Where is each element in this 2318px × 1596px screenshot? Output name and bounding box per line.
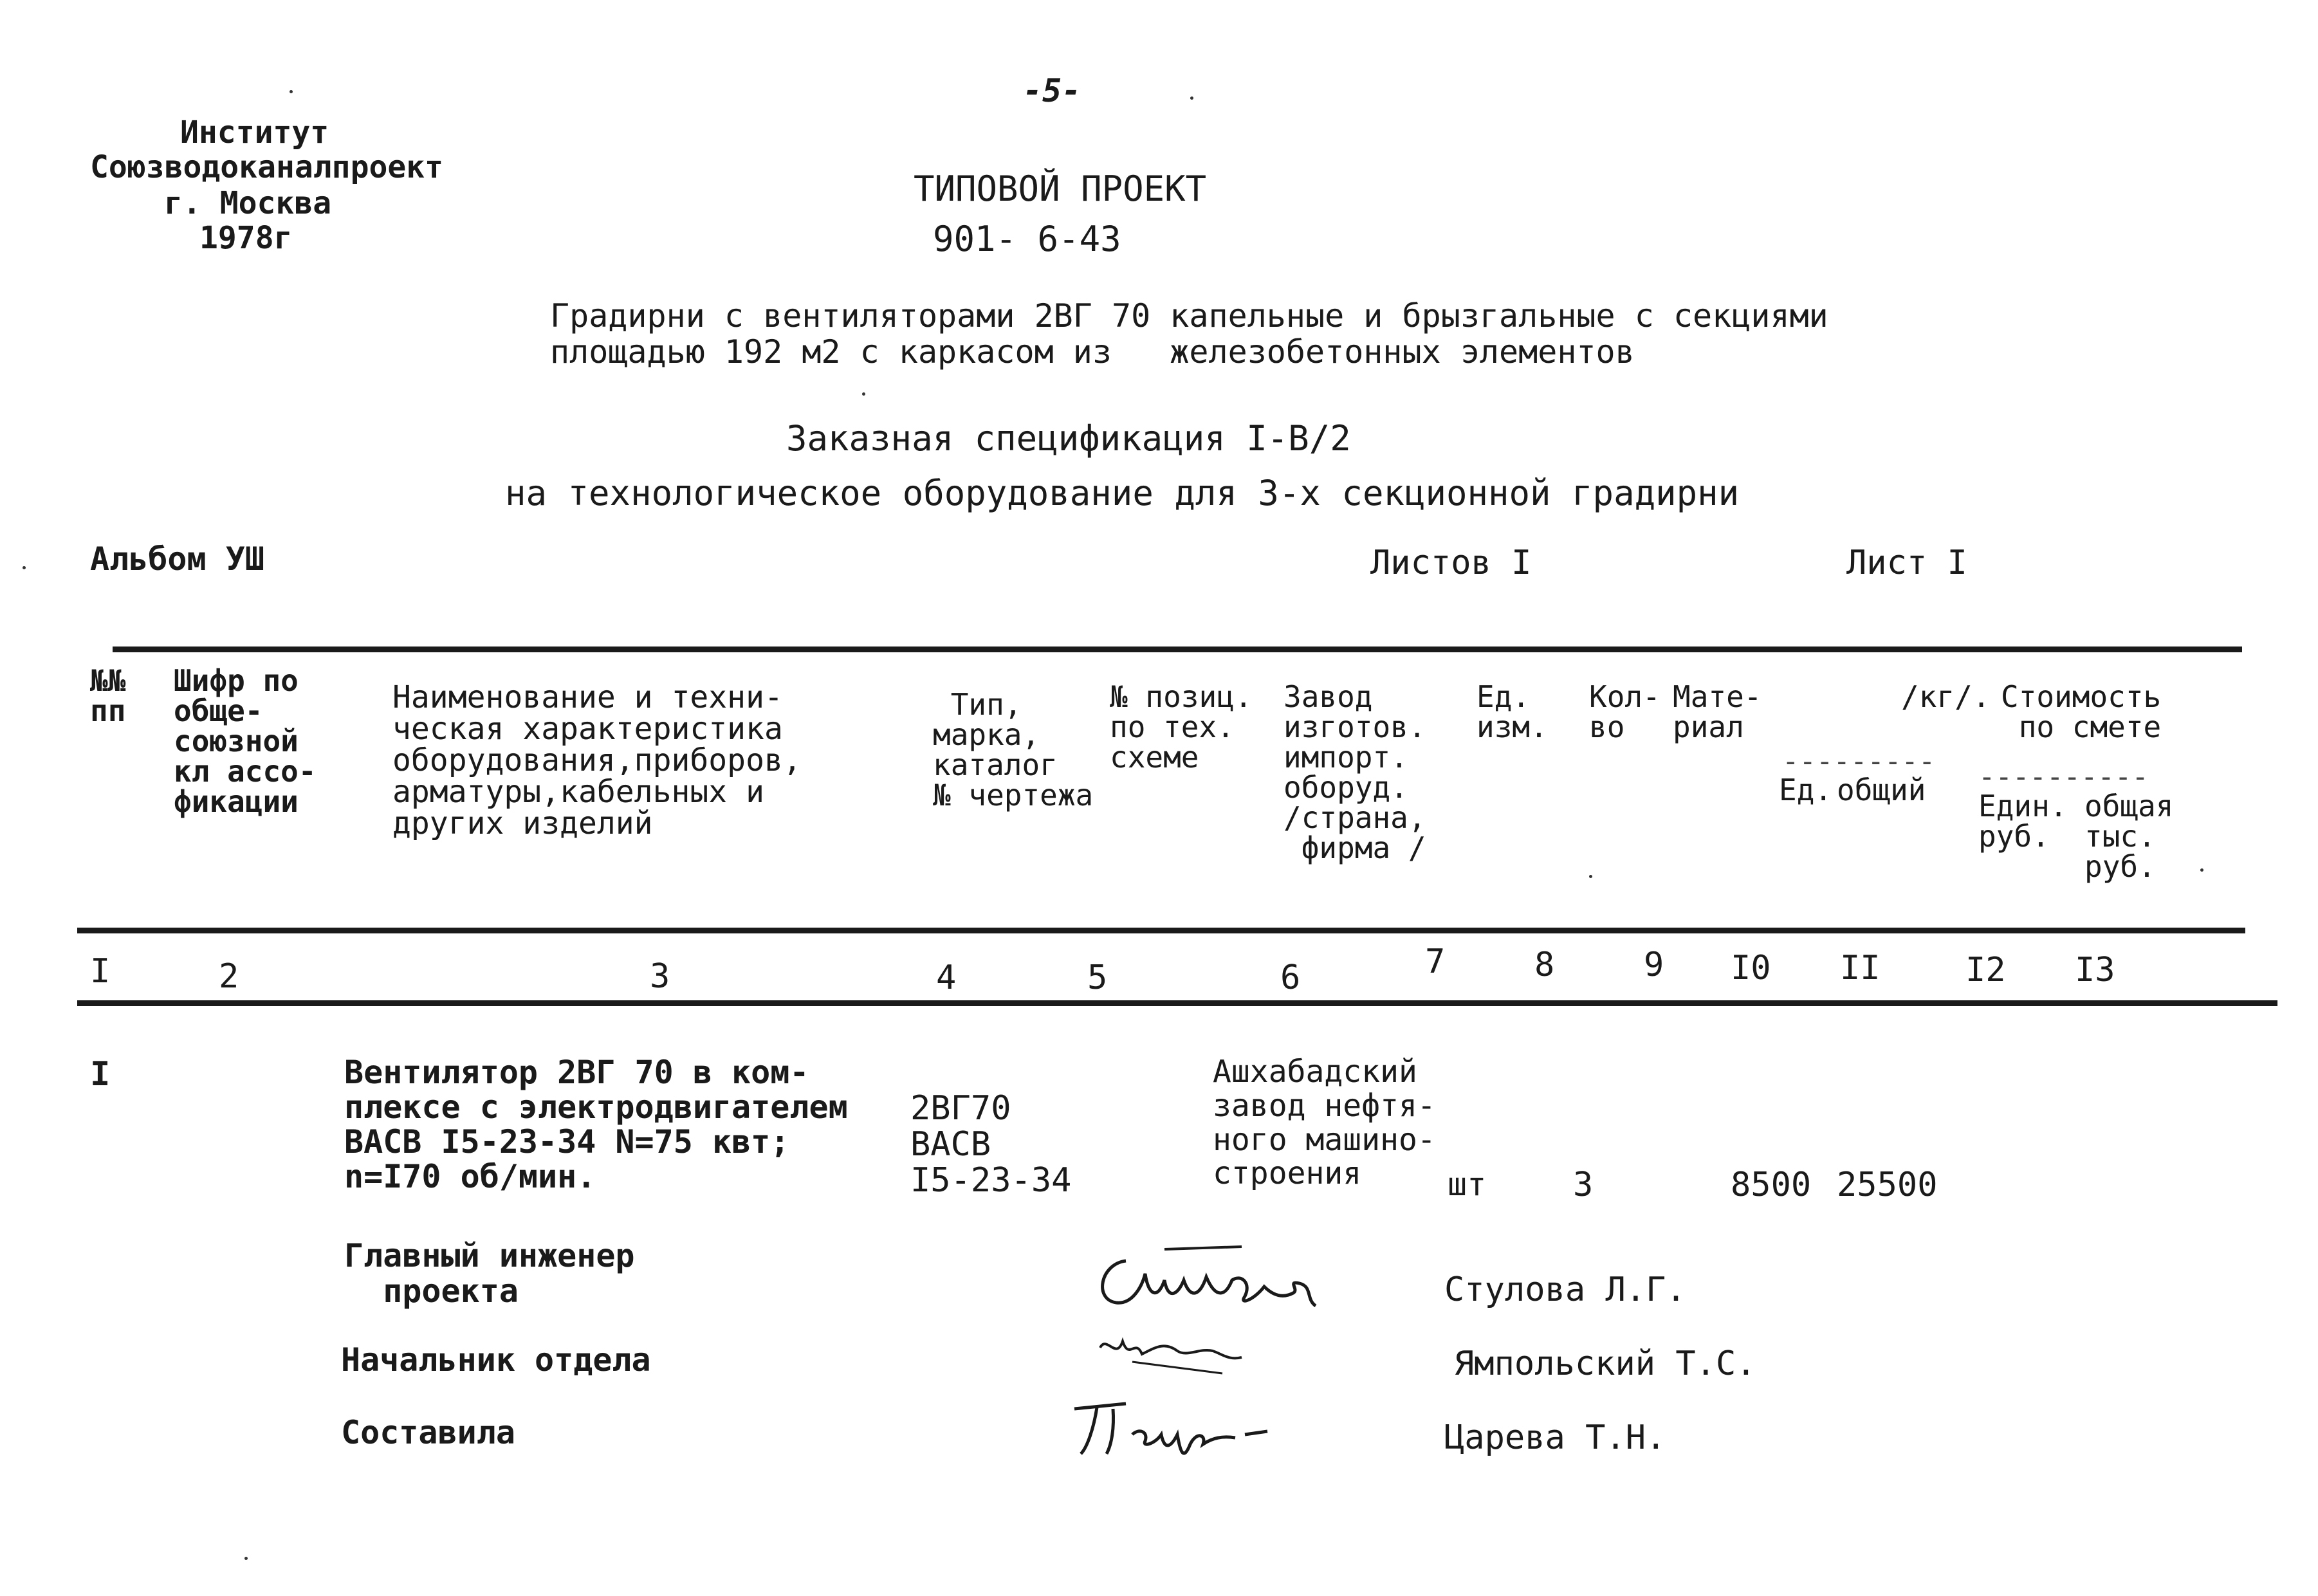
project-type-label: ТИПОВОЙ ПРОЕКТ [914, 169, 1207, 209]
row-type: 2ВГ70 ВАСВ I5-23-34 [910, 1089, 1072, 1200]
colnum-11: II [1840, 949, 1881, 987]
spec-title: Заказная спецификация I-В/2 [786, 418, 1351, 459]
scan-speckle [244, 1557, 248, 1560]
institute-year: 1978г [199, 220, 293, 256]
header-col13: общая тыс. руб. [2084, 789, 2174, 884]
colnum-2: 2 [219, 957, 239, 996]
sheets-total: Листов I [1370, 544, 1532, 582]
header-col3: Наименование и техни- ческая характеристика оборудования,приборов, арматуры,кабельных и других изделий [392, 679, 802, 841]
colnum-bottom-rule [77, 1000, 2277, 1006]
sheet-number: Лист I [1846, 544, 1967, 582]
colnum-7: 7 [1425, 942, 1446, 981]
institute-city: г. Москва [164, 185, 332, 221]
table-top-rule [113, 647, 2242, 652]
row-unit: шт [1448, 1166, 1487, 1203]
row-number: I [90, 1055, 111, 1094]
header-col6: Завод изготов. импорт. оборуд. /страна, фирма / [1283, 679, 1426, 865]
row-qty: 3 [1573, 1166, 1594, 1204]
colnum-6: 6 [1280, 959, 1301, 997]
album-label: Альбом УШ [90, 540, 264, 578]
colnum-1: I [90, 952, 111, 991]
row-plant: Ашхабадский завод нефтя- ного машино- строения [1213, 1054, 1436, 1192]
scan-speckle [290, 90, 293, 93]
subject-line1: Градирни с вентиляторами 2ВГ 70 капельные и брызгальные с секциями [550, 297, 1828, 335]
header-col12-unit: Един. руб. [1978, 789, 2068, 854]
signature-role-author: Составила [341, 1414, 515, 1451]
signature-role-head: Начальник отдела [341, 1341, 651, 1379]
header-bottom-rule [77, 928, 2245, 933]
signature-role-chief: Главный инженер проекта [344, 1237, 635, 1310]
header-col10-top: /кг/. [1901, 679, 1991, 714]
header-dash-line1: --------- [1782, 745, 1936, 778]
scan-speckle [862, 392, 865, 396]
header-dash-line2: ---------- [1978, 760, 2149, 793]
colnum-13: I3 [2075, 951, 2115, 989]
header-col12-top: Стоимость по смете [2001, 679, 2162, 744]
institute-name: Союзводоканалпроект [90, 149, 444, 185]
spec-subtitle: на технологическое оборудование для 3-х секционной градирни [505, 473, 1740, 513]
header-col11-total: общий [1837, 773, 1926, 807]
scan-speckle [23, 566, 26, 569]
handwritten-signature-author [1068, 1390, 1280, 1467]
scan-speckle [2200, 868, 2203, 872]
colnum-8: 8 [1534, 946, 1555, 984]
header-col9: Мате- риал [1673, 679, 1762, 744]
page-number: -5- [1023, 72, 1081, 109]
colnum-4: 4 [936, 959, 957, 997]
scan-speckle [1190, 96, 1193, 100]
project-number: 901- 6-43 [933, 219, 1121, 259]
signature-name-chief: Стулова Л.Г. [1444, 1270, 1686, 1309]
header-col10-unit: Ед. [1779, 773, 1833, 807]
header-col5: № позиц. по тех. схеме [1110, 679, 1253, 775]
handwritten-signature-chief [1087, 1235, 1357, 1325]
colnum-3: 3 [650, 957, 670, 996]
row-weight-unit: 8500 [1731, 1166, 1812, 1204]
signature-name-author: Царева Т.Н. [1444, 1418, 1666, 1457]
subject-line2: площадью 192 м2 с каркасом из железобетонных элементов [550, 333, 1635, 371]
institute-line1: Институт [180, 115, 329, 151]
header-col2: Шифр по обще- союзной кл ассо- фикации [174, 663, 317, 819]
row-name: Вентилятор 2ВГ 70 в ком- плексе с электродвигателем ВАСВ I5-23-34 N=75 квт; n=I70 об/мин. [344, 1054, 848, 1195]
header-col8: Кол- во [1589, 679, 1660, 744]
colnum-12: I2 [1965, 951, 2006, 989]
colnum-10: I0 [1731, 949, 1771, 987]
header-col7: Ед. изм. [1476, 679, 1548, 744]
colnum-5: 5 [1087, 959, 1108, 997]
signature-name-head: Ямпольский Т.С. [1454, 1344, 1756, 1383]
handwritten-signature-head [1094, 1322, 1261, 1393]
colnum-9: 9 [1644, 946, 1664, 984]
scan-speckle [1589, 875, 1592, 878]
header-col4: Тип, марка, каталог № чертежа [933, 687, 1094, 812]
header-col1: №№ пп [90, 663, 126, 728]
row-weight-total: 25500 [1837, 1166, 1938, 1204]
